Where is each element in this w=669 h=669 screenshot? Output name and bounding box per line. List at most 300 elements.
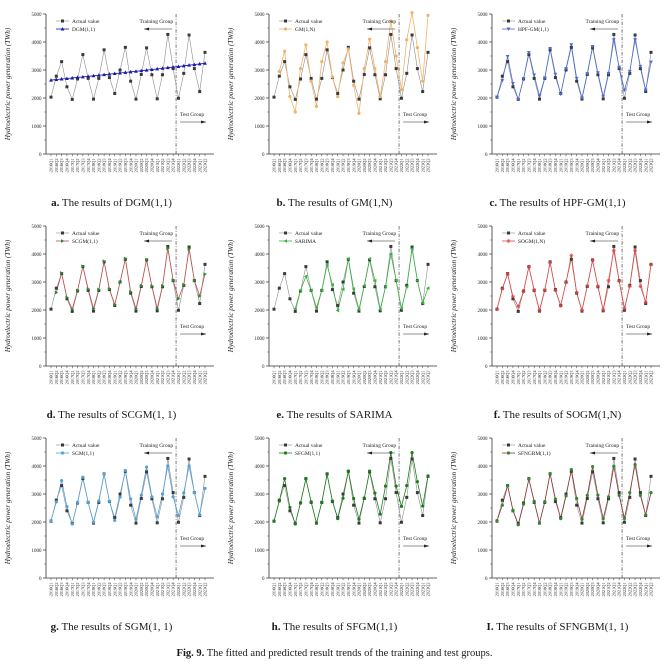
x-tick-label: 2016Q1 — [494, 370, 500, 385]
model-marker — [506, 484, 509, 487]
x-tick-label: 2020Q1 — [579, 582, 585, 597]
legend-actual-marker — [507, 232, 510, 235]
x-tick-label: 2021Q1 — [377, 158, 383, 173]
model-marker — [283, 477, 286, 480]
actual-marker — [166, 457, 169, 460]
x-tick-label: 2021Q1 — [600, 582, 606, 597]
actual-marker — [129, 504, 132, 507]
model-marker — [336, 95, 339, 98]
actual-marker — [326, 48, 329, 51]
y-tick-label: 1000 — [477, 124, 488, 130]
y-tick-label: 2000 — [31, 96, 42, 102]
x-tick-label: 2016Q1 — [48, 158, 54, 173]
x-tick-label: 2019Q2 — [117, 370, 123, 385]
x-tick-label: 2018Q3 — [547, 582, 553, 597]
training-group-label: Training Group — [585, 231, 620, 237]
test-arrowhead — [201, 121, 206, 124]
x-tick-label: 2023Q2 — [425, 582, 431, 597]
model-marker — [612, 248, 616, 252]
actual-marker — [650, 475, 653, 478]
x-tick-label: 2021Q1 — [377, 582, 383, 597]
x-tick-label: 2019Q2 — [117, 158, 123, 173]
actual-marker — [81, 53, 84, 56]
actual-marker — [97, 77, 100, 80]
actual-marker — [150, 73, 153, 76]
training-group-label: Training Group — [362, 443, 397, 449]
model-marker — [426, 474, 429, 477]
x-tick-label: 2016Q2 — [53, 158, 59, 173]
x-tick-label: 2016Q3 — [282, 370, 288, 385]
actual-marker — [92, 98, 95, 101]
legend-actual-marker — [61, 20, 64, 23]
x-tick-label: 2016Q3 — [59, 158, 65, 173]
x-tick-label: 2016Q3 — [282, 582, 288, 597]
model-marker — [548, 260, 552, 264]
x-tick-label: 2019Q2 — [563, 370, 569, 385]
x-tick-label: 2022Q3 — [186, 370, 192, 385]
x-tick-label: 2018Q2 — [96, 158, 102, 173]
model-marker — [331, 75, 334, 78]
test-group-label: Test Group — [180, 112, 205, 118]
x-tick-label: 2016Q4 — [287, 370, 293, 385]
training-group-label: Training Group — [139, 443, 174, 449]
x-tick-label: 2016Q1 — [48, 582, 54, 597]
actual-marker — [55, 287, 58, 290]
model-marker — [421, 504, 424, 507]
model-marker — [533, 500, 536, 503]
legend-actual-label: Actual value — [295, 230, 323, 237]
x-tick-label: 2023Q1 — [197, 370, 203, 385]
x-tick-label: 2019Q4 — [128, 582, 134, 597]
x-tick-label: 2017Q3 — [303, 158, 309, 173]
model-marker — [288, 95, 291, 98]
model-marker — [304, 43, 307, 46]
x-tick-label: 2019Q3 — [345, 370, 351, 385]
actual-marker — [400, 521, 403, 524]
actual-marker — [129, 80, 132, 83]
actual-marker — [113, 92, 116, 95]
actual-marker — [411, 458, 414, 461]
model-marker — [538, 95, 542, 99]
actual-marker — [623, 97, 626, 100]
x-tick-label: 2017Q1 — [69, 370, 75, 385]
actual-marker — [389, 457, 392, 460]
training-arrowhead — [590, 28, 595, 31]
subplot-f — [446, 216, 669, 428]
model-marker — [299, 501, 302, 504]
actual-marker — [336, 304, 339, 307]
model-marker — [347, 469, 350, 472]
model-marker — [299, 67, 302, 70]
model-marker — [288, 506, 291, 509]
y-tick-label: 2000 — [31, 308, 42, 314]
actual-marker — [124, 46, 127, 49]
actual-marker — [373, 497, 376, 500]
actual-marker — [278, 287, 281, 290]
x-tick-label: 2016Q1 — [271, 158, 277, 173]
x-tick-label: 2016Q3 — [59, 370, 65, 385]
model-marker — [596, 284, 600, 288]
actual-marker — [315, 98, 318, 101]
actual-marker — [395, 491, 398, 494]
model-marker — [543, 500, 546, 503]
model-marker — [410, 11, 413, 14]
subplot-caption-b — [277, 197, 393, 209]
y-axis-label: Hydroelectric power generation (TWh) — [450, 239, 458, 353]
x-tick-label: 2021Q4 — [393, 370, 399, 385]
y-tick-label: 5000 — [254, 436, 265, 442]
actual-marker — [113, 516, 116, 519]
x-tick-label: 2017Q4 — [531, 158, 537, 173]
x-tick-label: 2018Q4 — [107, 370, 113, 385]
model-marker — [294, 110, 297, 113]
x-tick-label: 2016Q3 — [59, 582, 65, 597]
legend-actual-label: Actual value — [518, 18, 546, 25]
model-marker — [71, 522, 74, 525]
x-tick-label: 2020Q2 — [138, 370, 144, 385]
model-marker — [395, 54, 398, 57]
actual-marker — [161, 497, 164, 500]
model-marker — [591, 465, 594, 468]
model-marker — [633, 463, 636, 466]
model-marker — [352, 497, 355, 500]
y-tick-label: 2000 — [254, 520, 265, 526]
actual-marker — [299, 77, 302, 80]
x-tick-label: 2017Q3 — [80, 158, 86, 173]
model-marker — [644, 300, 648, 304]
y-tick-label: 0 — [485, 364, 488, 370]
actual-marker — [511, 85, 514, 88]
model-marker — [586, 494, 589, 497]
model-marker — [315, 105, 318, 108]
actual-marker — [501, 499, 504, 502]
x-tick-label: 2017Q4 — [308, 370, 314, 385]
actual-marker — [108, 76, 111, 79]
actual-marker — [575, 504, 578, 507]
subplot-i — [446, 428, 669, 640]
x-tick-label: 2021Q4 — [616, 158, 622, 173]
x-tick-label: 2019Q3 — [122, 582, 128, 597]
model-marker — [591, 258, 595, 262]
x-tick-label: 2019Q1 — [335, 158, 341, 173]
training-arrowhead — [367, 28, 372, 31]
y-axis-label: Hydroelectric power generation (TWh) — [4, 239, 12, 353]
model-marker — [203, 487, 206, 490]
x-tick-label: 2018Q1 — [314, 582, 320, 597]
actual-marker — [188, 458, 191, 461]
model-marker — [304, 477, 307, 480]
x-tick-label: 2017Q1 — [69, 158, 75, 173]
subplot-caption-c — [489, 197, 625, 209]
legend-model-marker — [284, 239, 288, 243]
caption-text: The results of GM(1,N) — [287, 197, 393, 209]
x-tick-label: 2017Q3 — [526, 158, 532, 173]
x-tick-label: 2023Q1 — [643, 370, 649, 385]
x-tick-label: 2018Q3 — [101, 370, 107, 385]
model-marker — [400, 505, 403, 508]
actual-marker — [501, 75, 504, 78]
actual-marker — [65, 509, 68, 512]
series-actual-line — [51, 34, 205, 99]
legend-model-marker — [507, 239, 511, 243]
actual-marker — [533, 77, 536, 80]
x-tick-label: 2022Q1 — [622, 158, 628, 173]
x-tick-label: 2018Q4 — [553, 582, 559, 597]
actual-marker — [273, 96, 276, 99]
caption-text: The results of SFNGBM(1, 1) — [496, 621, 629, 633]
x-tick-label: 2019Q1 — [335, 370, 341, 385]
x-tick-label: 2016Q2 — [53, 582, 59, 597]
actual-marker — [342, 493, 345, 496]
actual-marker — [634, 458, 637, 461]
model-marker — [278, 499, 281, 502]
x-tick-label: 2019Q3 — [345, 158, 351, 173]
actual-marker — [421, 90, 424, 93]
x-tick-label: 2017Q3 — [526, 582, 532, 597]
x-tick-label: 2016Q3 — [505, 370, 511, 385]
test-arrowhead — [424, 333, 429, 336]
model-marker — [623, 517, 626, 520]
x-tick-label: 2022Q2 — [181, 582, 187, 597]
x-tick-label: 2022Q1 — [399, 370, 405, 385]
x-tick-label: 2018Q4 — [553, 158, 559, 173]
x-tick-label: 2019Q4 — [128, 158, 134, 173]
actual-marker — [182, 72, 185, 75]
subplot-h — [223, 428, 446, 640]
x-tick-label: 2021Q1 — [377, 370, 383, 385]
model-marker — [549, 472, 552, 475]
actual-marker — [60, 484, 63, 487]
caption-text: The results of SGM(1, 1) — [61, 621, 173, 633]
x-tick-label: 2019Q3 — [568, 158, 574, 173]
y-tick-label: 2000 — [477, 96, 488, 102]
x-tick-label: 2022Q3 — [186, 158, 192, 173]
model-marker — [649, 491, 652, 494]
model-marker — [368, 469, 371, 472]
training-group-label: Training Group — [362, 231, 397, 237]
model-marker — [506, 272, 510, 276]
model-marker — [511, 295, 515, 299]
actual-marker — [288, 85, 291, 88]
x-tick-label: 2017Q4 — [85, 370, 91, 385]
x-tick-label: 2022Q4 — [637, 370, 643, 385]
x-tick-label: 2021Q2 — [606, 158, 612, 173]
actual-marker — [198, 302, 201, 305]
y-tick-label: 0 — [485, 576, 488, 582]
actual-marker — [639, 279, 642, 282]
actual-marker — [342, 69, 345, 72]
legend-actual-label: Actual value — [295, 18, 323, 25]
actual-marker — [602, 521, 605, 524]
model-marker — [543, 288, 547, 292]
subplot-g — [0, 428, 223, 640]
figure-caption-label: Fig. 9. — [176, 648, 205, 659]
x-tick-label: 2019Q1 — [558, 158, 564, 173]
x-tick-label: 2019Q4 — [574, 582, 580, 597]
actual-marker — [405, 496, 408, 499]
actual-marker — [427, 51, 430, 54]
actual-marker — [612, 457, 615, 460]
model-marker — [532, 288, 536, 292]
caption-text: The results of SOGM(1,N) — [502, 409, 622, 421]
model-marker — [145, 466, 148, 469]
model-marker — [347, 47, 350, 50]
actual-marker — [304, 265, 307, 268]
y-tick-label: 1000 — [254, 336, 265, 342]
x-tick-label: 2020Q4 — [595, 582, 601, 597]
y-tick-label: 1000 — [254, 548, 265, 554]
subplot-caption-h — [272, 621, 398, 633]
actual-marker — [357, 522, 360, 525]
x-tick-label: 2018Q3 — [101, 582, 107, 597]
x-tick-label: 2021Q4 — [616, 582, 622, 597]
model-marker — [511, 82, 515, 86]
test-arrowhead — [647, 545, 652, 548]
x-tick-label: 2017Q2 — [298, 582, 304, 597]
x-tick-label: 2022Q2 — [181, 370, 187, 385]
x-tick-label: 2022Q2 — [627, 582, 633, 597]
x-tick-label: 2018Q2 — [542, 158, 548, 173]
x-tick-label: 2019Q4 — [574, 370, 580, 385]
x-tick-label: 2021Q2 — [383, 370, 389, 385]
legend-actual-marker — [61, 232, 64, 235]
model-marker — [150, 495, 153, 498]
x-tick-label: 2018Q4 — [553, 370, 559, 385]
model-marker — [368, 38, 371, 41]
model-marker — [118, 495, 121, 498]
x-tick-label: 2022Q3 — [409, 582, 415, 597]
chart-scgm — [0, 216, 223, 408]
actual-marker — [554, 76, 557, 79]
x-tick-label: 2020Q4 — [595, 370, 601, 385]
y-tick-label: 2000 — [477, 520, 488, 526]
chart-sarima — [223, 216, 446, 408]
actual-marker — [591, 470, 594, 473]
subplot-grid — [0, 4, 669, 640]
model-marker — [81, 476, 84, 479]
x-tick-label: 2021Q4 — [393, 158, 399, 173]
x-tick-label: 2019Q1 — [112, 582, 118, 597]
x-tick-label: 2018Q3 — [324, 582, 330, 597]
model-marker — [612, 465, 615, 468]
x-tick-label: 2021Q1 — [154, 158, 160, 173]
x-tick-label: 2020Q1 — [579, 158, 585, 173]
y-tick-label: 4000 — [254, 40, 265, 46]
actual-marker — [304, 53, 307, 56]
x-tick-label: 2023Q2 — [648, 370, 654, 385]
model-marker — [564, 281, 568, 285]
y-tick-label: 0 — [262, 364, 265, 370]
model-marker — [532, 74, 536, 78]
x-tick-label: 2017Q1 — [292, 370, 298, 385]
x-tick-label: 2019Q3 — [122, 158, 128, 173]
x-tick-label: 2016Q2 — [276, 158, 282, 173]
model-marker — [628, 284, 632, 288]
test-arrowhead — [424, 121, 429, 124]
actual-marker — [336, 92, 339, 95]
y-tick-label: 5000 — [31, 436, 42, 442]
x-tick-label: 2016Q2 — [53, 370, 59, 385]
x-tick-label: 2017Q2 — [75, 158, 81, 173]
x-tick-label: 2016Q3 — [505, 582, 511, 597]
x-tick-label: 2017Q3 — [80, 582, 86, 597]
actual-marker — [373, 285, 376, 288]
subplot-a — [0, 4, 223, 216]
model-marker — [182, 491, 185, 494]
x-tick-label: 2020Q2 — [138, 582, 144, 597]
x-tick-label: 2018Q2 — [542, 370, 548, 385]
x-tick-label: 2023Q2 — [648, 158, 654, 173]
y-tick-label: 1000 — [254, 124, 265, 130]
actual-marker — [357, 98, 360, 101]
training-group-label: Training Group — [139, 19, 174, 25]
y-axis-label: Hydroelectric power generation (TWh) — [4, 27, 12, 141]
x-tick-label: 2016Q3 — [505, 158, 511, 173]
model-marker — [405, 38, 408, 41]
x-tick-label: 2019Q2 — [340, 370, 346, 385]
series-actual-line — [51, 458, 205, 523]
x-tick-label: 2021Q2 — [606, 370, 612, 385]
actual-marker — [612, 33, 615, 36]
x-tick-label: 2018Q1 — [314, 370, 320, 385]
actual-marker — [395, 67, 398, 70]
actual-marker — [634, 246, 637, 249]
model-marker — [506, 55, 510, 59]
x-tick-label: 2021Q2 — [160, 158, 166, 173]
model-marker — [379, 95, 382, 98]
x-tick-label: 2021Q3 — [165, 370, 171, 385]
actual-marker — [278, 75, 281, 78]
model-marker — [527, 478, 530, 481]
model-marker — [373, 67, 376, 70]
model-marker — [357, 112, 360, 115]
caption-letter: c. — [489, 197, 498, 209]
x-tick-label: 2022Q3 — [409, 158, 415, 173]
x-tick-label: 2018Q1 — [91, 158, 97, 173]
y-tick-label: 3000 — [31, 68, 42, 74]
x-tick-label: 2019Q3 — [122, 370, 128, 385]
actual-marker — [177, 309, 180, 312]
y-tick-label: 5000 — [31, 224, 42, 230]
x-tick-label: 2018Q2 — [96, 370, 102, 385]
test-arrowhead — [647, 333, 652, 336]
model-marker — [310, 500, 313, 503]
actual-marker — [352, 80, 355, 83]
model-marker — [108, 500, 111, 503]
actual-marker — [570, 258, 573, 261]
x-tick-label: 2016Q2 — [499, 582, 505, 597]
y-tick-label: 5000 — [31, 12, 42, 18]
model-marker — [87, 501, 90, 504]
x-tick-label: 2020Q1 — [356, 370, 362, 385]
y-tick-label: 3000 — [477, 492, 488, 498]
test-group-label: Test Group — [626, 324, 651, 330]
y-tick-label: 4000 — [477, 252, 488, 258]
series-model-line — [497, 40, 651, 100]
model-marker — [172, 495, 175, 498]
model-marker — [601, 308, 605, 312]
x-tick-label: 2018Q3 — [324, 158, 330, 173]
x-tick-label: 2021Q1 — [154, 370, 160, 385]
x-tick-label: 2022Q1 — [622, 370, 628, 385]
actual-marker — [315, 310, 318, 313]
actual-marker — [140, 497, 143, 500]
x-tick-label: 2022Q2 — [404, 582, 410, 597]
model-marker — [198, 513, 201, 516]
x-tick-label: 2021Q3 — [165, 158, 171, 173]
model-marker — [575, 497, 578, 500]
caption-text: The results of HPF-GM(1,1) — [499, 197, 626, 209]
